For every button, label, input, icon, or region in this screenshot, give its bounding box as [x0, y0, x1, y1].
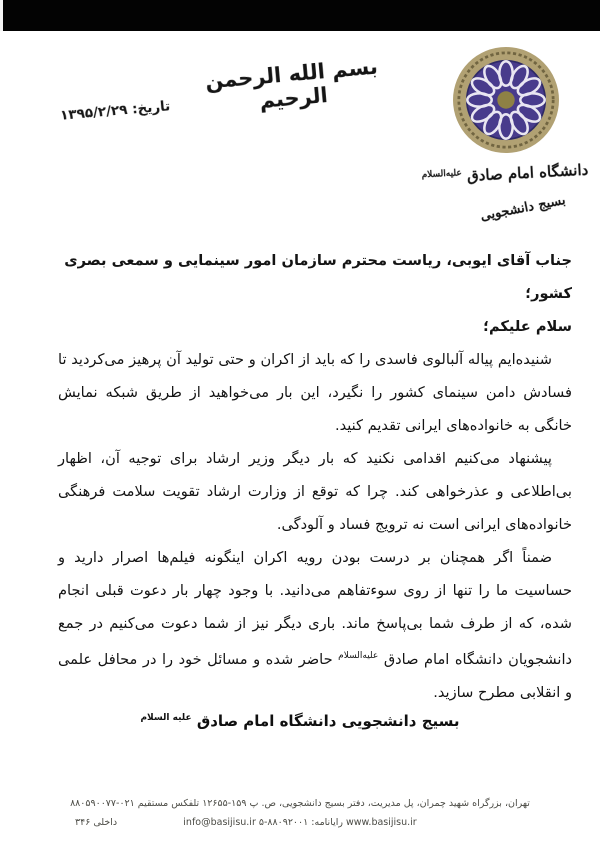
- paragraph-3-honorific: علیه‌السلام: [338, 651, 379, 661]
- letter-salutation: جناب آقای ایوبی، ریاست محترم سازمان امور سینمایی و سمعی بصری کشور؛: [64, 252, 572, 302]
- footer-address-line: تهران، بزرگراه شهید چمران، پل مدیریت، دفتر بسیج دانشجویی، ص. پ ۱۵۹-۱۲۶۵۵ تلفکس مستقیم ۰۲۱-۸۸۰۵۹۰۰۷۷: [70, 798, 530, 809]
- paragraph-3-tail: حاضر شده و مسائل خود را در محافل علمی و انقلابی مطرح سازید.: [58, 650, 572, 701]
- footer-email-label: رایانامه:: [311, 817, 343, 828]
- date-value: ۱۳۹۵/۲/۲۹: [59, 101, 129, 124]
- footer-extension: داخلی ۳۴۶: [75, 817, 118, 828]
- university-honorific: علیه‌السلام: [421, 168, 462, 181]
- date-label: تاریخ:: [131, 98, 171, 118]
- letter-body: [58, 244, 572, 709]
- bismillah-calligraphy: بسم الله الرحمن الرحیم: [204, 54, 379, 113]
- footer-phone: ۵-۸۸۰۹۲۰۰۱: [258, 817, 309, 828]
- signature-text: بسیج دانشجویی دانشگاه امام صادق: [196, 712, 460, 730]
- signature-honorific: علیه السلام: [140, 713, 192, 723]
- university-name-calligraphy: [415, 160, 596, 187]
- letter-signature: [0, 712, 600, 730]
- letter-paragraph-1: شنیده‌ایم پیاله آلبالوی فاسدی را که باید از اکران و حتی تولید آن پرهیز می‌کردید تا فسادش دامن سینمای کشور را نگیرد، این بار می‌خواهید از طریق شبکه نمایش خانگی به خانواده‌های ایرانی تقدیم کنید.: [58, 351, 572, 434]
- letter-date: [60, 98, 171, 124]
- footer-contact-line: [0, 817, 600, 828]
- footer-email: info@basijisu.ir: [183, 817, 256, 828]
- letterhead-footer: [0, 798, 600, 828]
- university-logo: [453, 47, 559, 153]
- letter-paragraph-3: [58, 541, 572, 709]
- letter-paragraph-2: پیشنهاد می‌کنیم اقدامی نکنید که بار دیگر وزیر ارشاد برای توجیه آن، اظهار بی‌اطلاعی و عذرخواهی کند. چرا که توقع از وزارت ارشاد تقویت سلامت فرهنگی خانواده‌های ایرانی است نه ترویج فساد و آلودگی.: [58, 450, 572, 533]
- footer-website: www.basijisu.ir: [346, 817, 417, 828]
- university-name-text: دانشگاه امام صادق: [466, 160, 589, 185]
- letter-greeting: سلام علیکم؛: [483, 318, 572, 335]
- top-black-bar: [0, 0, 600, 31]
- student-basij-calligraphy: بسیج دانشجویی: [479, 192, 567, 225]
- imam-sadiq-emblem-icon: [453, 47, 559, 153]
- paragraph-3-text: ضمناً اگر همچنان بر درست بودن رویه اکران اینگونه فیلم‌ها اصرار دارید و حساسیت ما را تنها از روی سوءتفاهم می‌دانید. با وجود چهار بار دعوت قبلی انجام شده، که از طرف شما بی‌پاسخ ماند. باری دیگر نیز از شما دعوت می‌کنیم در جمع دانشجویان دانشگاه امام صادق: [58, 549, 573, 668]
